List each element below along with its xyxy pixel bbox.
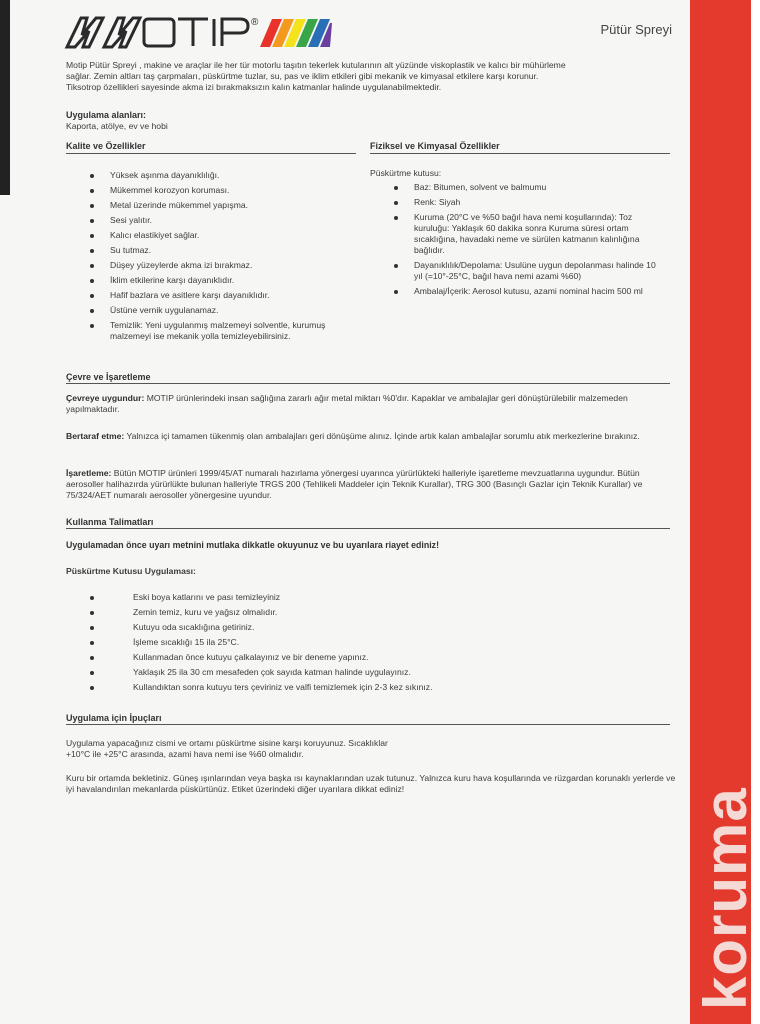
rainbow-stripes	[260, 19, 332, 47]
environment-title: Çevre ve İşaretleme	[66, 372, 151, 382]
tips-p2: Kuru bir ortamda bekletiniz. Güneş ışınlarından veya başka ısı kaynaklarından uzak tutunuz. Yalnızca kuru hava koşullarında ve rüzgardan korunaklı yerlerde ve iyi havalandırılan mekanlarda püskürtünüz. Etiket üzerindeki diğer uyarılara dikkat ediniz!	[66, 773, 676, 794]
list-item: Baz: Bitumen, solvent ve balmumu	[414, 182, 659, 193]
list-item: Kullanmadan önce kutuyu çalkalayınız ve bir deneme yapınız.	[133, 652, 583, 663]
list-item: Sesi yalıtır.	[110, 215, 335, 226]
physical-subtitle: Püskürtme kutusu:	[370, 168, 442, 178]
environment-p2: Bertaraf etme: Yalnızca içi tamamen tükenmiş olan ambalajları geri dönüşüme alınız. İçinde artık kalan ambalajlar sorumlu atık merkezlerine bırakınız.	[66, 431, 640, 441]
registered-mark: ®	[251, 17, 259, 28]
list-item: Renk: Siyah	[414, 197, 659, 208]
list-item: Metal üzerinde mükemmel yapışma.	[110, 200, 335, 211]
intro-line-1: Motip Pütür Spreyi , makine ve araçlar ile her tür motorlu taşıtın tekerlek kutularının alt yüzünde viskoplastik ve kalıcı bir mühürleme	[66, 60, 566, 70]
intro-line-2: sağlar. Zemin altları taş çarpmaları, püskürtme tuzlar, su, pas ve iklim etkileri gibi mekanik ve kimyasal etkilere karşı korunur.	[66, 71, 539, 81]
list-item: Ambalaj/İçerik: Aerosol kutusu, azami nominal hacim 500 ml	[414, 286, 659, 297]
quality-title: Kalite ve Özellikler	[66, 141, 146, 151]
list-item: Yaklaşık 25 ila 30 cm mesafeden çok sayıda katman halinde uygulayınız.	[133, 667, 583, 678]
environment-p3: İşaretleme: Bütün MOTIP ürünleri 1999/45/AT numaralı hazırlama yönergesi uyarınca yürürlükteki halleriyle işaretleme mevzuatlarına uygundur. Bütün aerosoller halihazırda yürürlükte bulunan halleriyle TRGS 200 (Tehlikeli Maddeler için Teknik Kurallar), TRG 300 (Basınçlı Gazlar için Teknik Kurallar) ve 75/324/AET numaralı aerosoller yönergesine uyundur.	[66, 468, 643, 500]
environment-rule	[66, 383, 670, 384]
intro-line-3: Tiksotrop özellikleri sayesinde akma izi bırakmaksızın kalın katmanlar halinde uygulanabilmektedir.	[66, 82, 442, 92]
motip-logo	[64, 13, 334, 51]
environment-p1: Çevreye uygundur: MOTIP ürünlerindeki insan sağlığına zararlı ağır metal miktarı %0'dır. Kapaklar ve ambalajlar geri dönüştürülebilir malzemeden yapılmaktadır.	[66, 393, 628, 414]
physical-list	[414, 182, 659, 297]
list-item: Zemin temiz, kuru ve yağsız olmalıdır.	[133, 607, 583, 618]
list-item: Kullandıktan sonra kutuyu ters çeviriniz ve valfi temizlemek için 2-3 kez sıkınız.	[133, 682, 583, 693]
list-item: Mükemmel korozyon koruması.	[110, 185, 335, 196]
instructions-warning: Uygulamadan önce uyarı metnini mutlaka dikkatle okuyunuz ve bu uyarılara riayet ediniz!	[66, 540, 440, 550]
quality-list	[110, 170, 335, 342]
tips-p1: Uygulama yapacağınız cismi ve ortamı püskürtme sisine karşı koruyunuz. Sıcaklıklar +10°C ile +25°C arasında, azami hava nemi ise %60 olmalıdır.	[66, 738, 388, 759]
tips-rule	[66, 724, 670, 725]
usage-areas-title: Uygulama alanları:	[66, 110, 147, 120]
list-item: Temizlik: Yeni uygulanmış malzemeyi solventle, kurumuş malzemeyi ise mekanik yolla temizleyebilirsiniz.	[110, 320, 335, 342]
quality-rule	[66, 153, 356, 154]
list-item: Kuruma (20°C ve %50 bağıl hava nemi koşullarında): Toz kuruluğu: Yaklaşık 60 dakika sonra Kuruma süresi ortam sıcaklığına, havadaki neme ve sürülen katmanın kalınlığına bağlıdır.	[414, 212, 659, 256]
scan-edge	[0, 0, 10, 195]
list-item: Eski boya katlarını ve pası temizleyiniz	[133, 592, 583, 603]
list-item: Su tutmaz.	[110, 245, 335, 256]
list-item: Dayanıklılık/Depolama: Usulüne uygun depolanması halinde 10 yıl (=10°-25°C, bağıl hava nemi azami %60)	[414, 260, 659, 282]
list-item: Düşey yüzeylerde akma izi bırakmaz.	[110, 260, 335, 271]
list-item: İklim etkilerine karşı dayanıklıdır.	[110, 275, 335, 286]
list-item: Kalıcı elastikiyet sağlar.	[110, 230, 335, 241]
list-item: Hafif bazlara ve asitlere karşı dayanıklıdır.	[110, 290, 335, 301]
instructions-subtitle: Püskürtme Kutusu Uygulaması:	[66, 566, 196, 576]
instructions-title: Kullanma Talimatları	[66, 517, 154, 527]
list-item: Üstüne vernik uygulanamaz.	[110, 305, 335, 316]
physical-title: Fiziksel ve Kimyasal Özellikler	[370, 141, 500, 151]
side-label: koruma	[692, 787, 759, 1010]
list-item: İşleme sıcaklığı 15 ila 25°C.	[133, 637, 583, 648]
usage-areas-text: Kaporta, atölye, ev ve hobi	[66, 121, 168, 131]
instructions-rule	[66, 528, 670, 529]
list-item: Kutuyu oda sıcaklığına getiriniz.	[133, 622, 583, 633]
document-title: Pütür Spreyi	[600, 22, 672, 37]
list-item: Yüksek aşınma dayanıklılığı.	[110, 170, 335, 181]
physical-rule	[370, 153, 670, 154]
tips-title: Uygulama için İpuçları	[66, 713, 162, 723]
instructions-list	[133, 592, 583, 693]
